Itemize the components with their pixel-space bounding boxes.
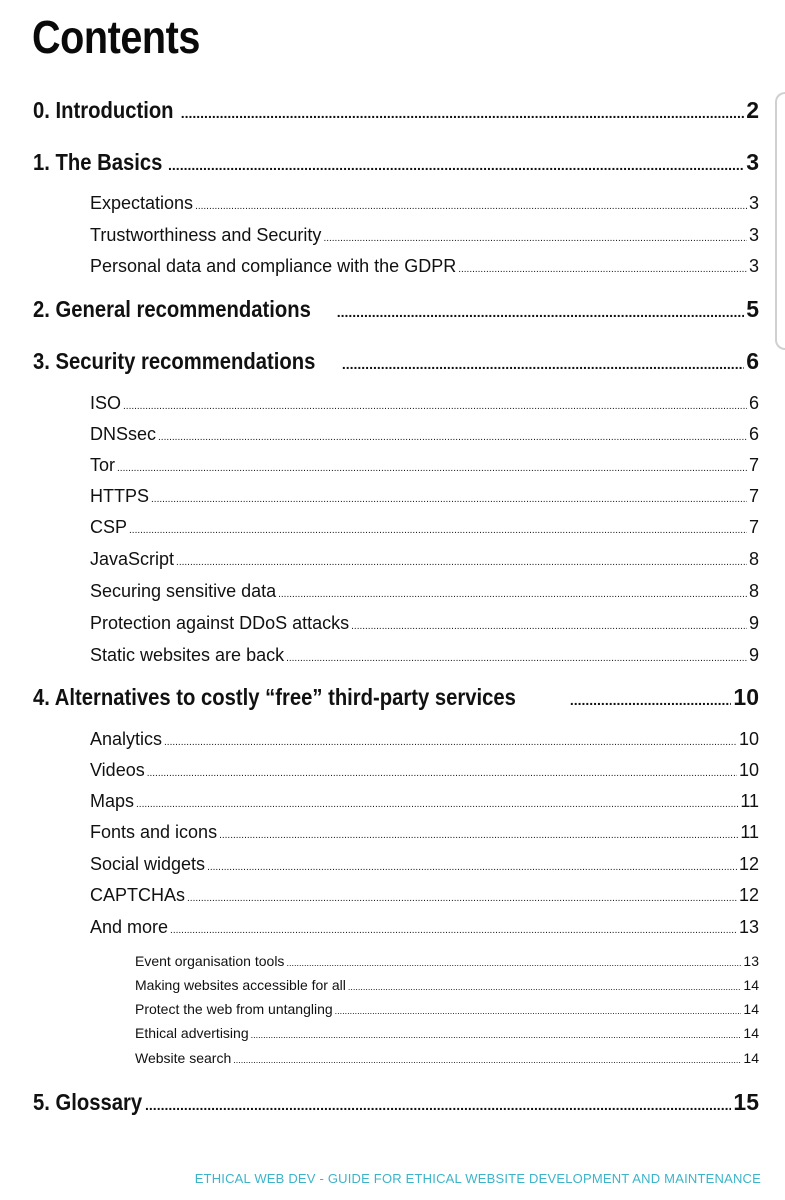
toc-entry-general-recommendations[interactable] <box>33 296 759 323</box>
leader-dots <box>337 304 744 320</box>
toc-entry-page: 14 <box>743 1025 759 1041</box>
toc-entry-page: 12 <box>738 854 759 874</box>
toc-entry-fonts-icons[interactable] <box>90 822 759 843</box>
toc-entry-label: 2. General recommendations <box>33 296 311 322</box>
toc-entry-page: 14 <box>743 977 759 993</box>
toc-entry-page: 14 <box>743 1050 759 1066</box>
toc-entry-ddos[interactable] <box>90 613 759 634</box>
toc-entry-page: 9 <box>748 645 759 665</box>
leader-dots <box>136 799 738 810</box>
leader-dots <box>286 958 741 968</box>
leader-dots <box>168 157 744 173</box>
page-title: Contents <box>32 11 200 63</box>
toc-entry-iso[interactable] <box>90 393 759 414</box>
toc-entry-csp[interactable] <box>90 517 759 538</box>
page-footer: ETHICAL WEB DEV - GUIDE FOR ETHICAL WEBSITE DEVELOPMENT AND MAINTENANCE <box>194 1171 761 1186</box>
toc-entry-page: 2 <box>746 97 759 123</box>
toc-entry-label: Analytics <box>90 729 163 749</box>
leader-dots <box>251 1030 742 1040</box>
leader-dots <box>348 982 742 992</box>
toc-entry-label: Securing sensitive data <box>90 581 277 601</box>
toc-entry-videos[interactable] <box>90 760 759 781</box>
toc-entry-label: Maps <box>90 791 135 811</box>
leader-dots <box>181 105 744 121</box>
toc-entry-and-more[interactable] <box>90 917 759 938</box>
toc-entry-page: 3 <box>746 149 759 175</box>
toc-entry-page: 6 <box>748 424 759 444</box>
toc-entry-page: 3 <box>748 193 759 213</box>
toc-entry-untangling[interactable] <box>135 1001 759 1017</box>
leader-dots <box>123 401 747 412</box>
leader-dots <box>147 768 737 779</box>
toc-entry-page: 3 <box>748 225 759 245</box>
leader-dots <box>164 737 737 748</box>
toc-entry-label: Tor <box>90 455 116 475</box>
leader-dots <box>278 589 747 600</box>
leader-dots <box>195 201 747 212</box>
toc-entry-label: JavaScript <box>90 549 175 569</box>
toc-entry-javascript[interactable] <box>90 549 759 570</box>
toc-entry-page: 8 <box>748 549 759 569</box>
toc-entry-label: Protection against DDoS attacks <box>90 613 350 633</box>
leader-dots <box>219 830 738 841</box>
toc-entry-page: 7 <box>748 455 759 475</box>
toc-entry-alternatives[interactable] <box>33 684 759 711</box>
leader-dots <box>351 621 747 632</box>
toc-entry-page: 13 <box>738 917 759 937</box>
toc-entry-ethical-advertising[interactable] <box>135 1025 759 1041</box>
leader-dots <box>187 893 737 904</box>
toc-entry-label: 4. Alternatives to costly “free” third-party services <box>33 684 516 710</box>
toc-entry-accessible[interactable] <box>135 977 759 993</box>
toc-entry-label: Expectations <box>90 193 194 213</box>
toc-entry-website-search[interactable] <box>135 1050 759 1066</box>
toc-entry-label: Fonts and icons <box>90 822 218 842</box>
leader-dots <box>286 653 747 664</box>
toc-entry-label: Protect the web from untangling <box>135 1001 333 1017</box>
toc-entry-sensitive-data[interactable] <box>90 581 759 602</box>
leader-dots <box>158 432 747 443</box>
leader-dots <box>170 925 737 936</box>
toc-entry-label: CSP <box>90 517 128 537</box>
toc-entry-label: 5. Glossary <box>33 1089 143 1115</box>
toc-entry-page: 11 <box>740 791 759 811</box>
toc-entry-page: 3 <box>748 256 759 276</box>
leader-dots <box>129 525 747 536</box>
toc-entry-label: HTTPS <box>90 486 150 506</box>
toc-entry-label: CAPTCHAs <box>90 885 186 905</box>
toc-entry-label: Making websites accessible for all <box>135 977 346 993</box>
toc-entry-page: 10 <box>733 684 759 710</box>
toc-entry-expectations[interactable] <box>90 193 759 214</box>
toc-entry-label: Personal data and compliance with the GDPR <box>90 256 457 276</box>
leader-dots <box>207 862 737 873</box>
toc-entry-https[interactable] <box>90 486 759 507</box>
toc-entry-page: 8 <box>748 581 759 601</box>
toc-entry-label: And more <box>90 917 169 937</box>
toc-entry-security-recommendations[interactable] <box>33 348 759 375</box>
toc-entry-page: 10 <box>738 729 759 749</box>
toc-entry-label: Website search <box>135 1050 232 1066</box>
toc-entry-tor[interactable] <box>90 455 759 476</box>
leader-dots <box>176 557 747 568</box>
toc-entry-page: 14 <box>743 1001 759 1017</box>
leader-dots <box>570 692 732 708</box>
toc-entry-captchas[interactable] <box>90 885 759 906</box>
toc-entry-page: 7 <box>748 486 759 506</box>
leader-dots <box>342 356 744 372</box>
toc-entry-label: Static websites are back <box>90 645 285 665</box>
toc-entry-dnssec[interactable] <box>90 424 759 445</box>
scroll-handle[interactable] <box>775 92 785 350</box>
leader-dots <box>151 494 747 505</box>
toc-entry-label: DNSsec <box>90 424 157 444</box>
leader-dots <box>233 1055 741 1065</box>
toc-entry-label: Ethical advertising <box>135 1025 249 1041</box>
toc-entry-maps[interactable] <box>90 791 759 812</box>
toc-entry-social-widgets[interactable] <box>90 854 759 875</box>
toc-entry-gdpr[interactable] <box>90 256 759 277</box>
toc-entry-page: 5 <box>746 296 759 322</box>
toc-entry-introduction[interactable] <box>33 97 759 124</box>
leader-dots <box>117 463 747 474</box>
toc-entry-page: 7 <box>748 517 759 537</box>
toc-entry-page: 10 <box>738 760 759 780</box>
toc-entry-page: 6 <box>746 348 759 374</box>
toc-entry-static-websites[interactable] <box>90 645 759 666</box>
toc-entry-page: 6 <box>748 393 759 413</box>
toc-entry-page: 11 <box>740 822 759 842</box>
toc-entry-analytics[interactable] <box>90 729 759 750</box>
leader-dots <box>458 264 747 275</box>
toc-entry-page: 9 <box>748 613 759 633</box>
toc-entry-label: 3. Security recommendations <box>33 348 316 374</box>
toc-entry-page: 15 <box>733 1089 759 1115</box>
toc-entry-label: Social widgets <box>90 854 206 874</box>
toc-entry-label: Event organisation tools <box>135 953 285 969</box>
toc-entry-event-tools[interactable] <box>135 953 759 969</box>
toc-entry-page: 12 <box>738 885 759 905</box>
toc-entry-label: ISO <box>90 393 122 413</box>
leader-dots <box>145 1097 731 1113</box>
leader-dots <box>335 1006 742 1016</box>
toc-entry-glossary[interactable] <box>33 1089 759 1116</box>
toc-entry-label: 0. Introduction <box>33 97 174 123</box>
toc-entry-page: 13 <box>743 953 759 969</box>
toc-entry-label: Videos <box>90 760 145 780</box>
leader-dots <box>323 233 747 244</box>
toc-entry-the-basics[interactable] <box>33 149 759 176</box>
toc-entry-trustworthiness[interactable] <box>90 225 759 246</box>
toc-entry-label: Trustworthiness and Security <box>90 225 322 245</box>
toc-entry-label: 1. The Basics <box>33 149 163 175</box>
